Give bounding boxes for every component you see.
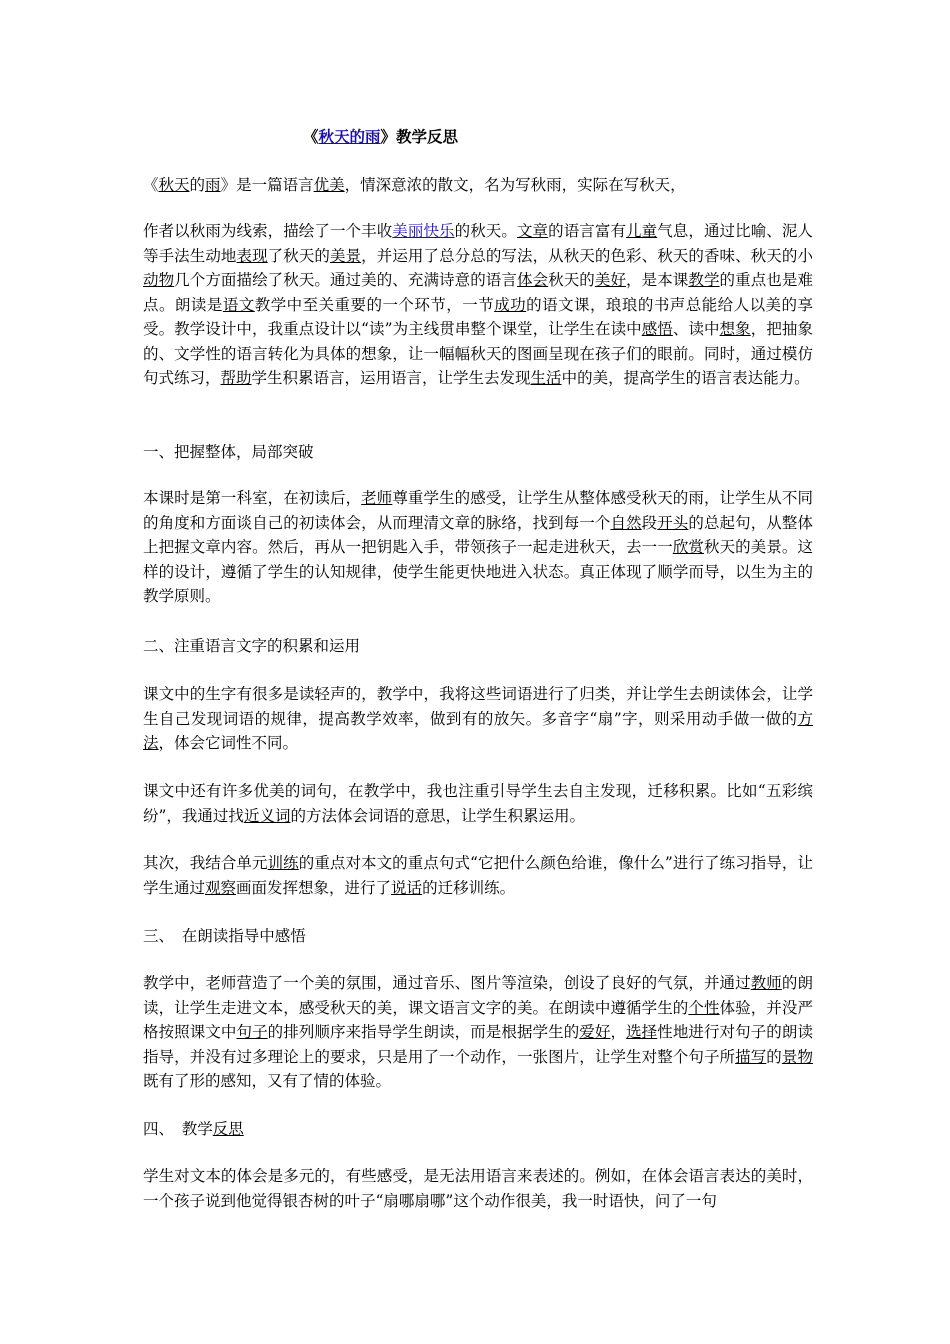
link-meili-kuaile[interactable]: 美丽快乐 [392, 222, 455, 240]
link-fansi[interactable]: 反思 [212, 1120, 244, 1138]
link-jinyici[interactable]: 近义词 [243, 806, 291, 825]
link-juzi[interactable]: 句子 [236, 1023, 268, 1041]
title-open: 《 [303, 128, 319, 146]
link-kaitou[interactable]: 开头 [657, 513, 689, 532]
link-guancha[interactable]: 观察 [205, 878, 237, 897]
section-heading-3: 三、 在朗读指导中感悟 [143, 927, 306, 945]
link-youmei[interactable]: 优美 [313, 176, 345, 194]
link-xiangxiang[interactable]: 想象 [719, 320, 751, 338]
paragraph-section-2b: 课文中还有许多优美的词句，在教学中，我也注重引导学生去自主发现，迁移积累。比如“五彩缤纷”，我通过找近义词的方法体会词语的意思，让学生积累运用。 [143, 782, 813, 825]
section-heading-1: 一、把握整体，局部突破 [143, 443, 314, 461]
link-bangzhu[interactable]: 帮助 [220, 369, 252, 387]
link-ganwu[interactable]: 感悟 [641, 320, 673, 338]
link-jiaoxue[interactable]: 教学 [688, 271, 720, 289]
link-xunlian[interactable]: 训练 [267, 854, 299, 872]
link-ziran[interactable]: 自然 [610, 513, 642, 532]
title-link[interactable]: 秋天的雨 [318, 128, 381, 146]
link-wenzhang[interactable]: 文章 [516, 222, 549, 240]
paragraph-section-4: 学生对文本的体会是多元的，有些感受，是无法用语言来表述的。例如，在体会语言表达的美时，一个孩子说到他觉得银杏树的叶子“扇哪扇哪”这个动作很美，我一时语快，问了一句 [143, 1167, 813, 1210]
link-shenghuo[interactable]: 生活 [530, 369, 562, 387]
link-tihui[interactable]: 体会 [516, 271, 549, 289]
link-yu[interactable]: 雨 [205, 176, 221, 194]
link-yuwen[interactable]: 语文 [222, 295, 255, 314]
link-xuanze[interactable]: 选择 [626, 1023, 658, 1041]
document-title [143, 125, 813, 149]
section-heading-4: 四、 教学反思 [143, 1120, 244, 1138]
link-laoshi[interactable]: 老师 [361, 489, 393, 507]
link-meihao[interactable]: 美好 [594, 271, 627, 289]
link-miaoxie[interactable]: 描写 [735, 1047, 767, 1066]
link-ertong[interactable]: 儿童 [626, 222, 658, 240]
section-heading-2: 二、注重语言文字的积累和运用 [143, 637, 361, 655]
paragraph-section-2c: 其次，我结合单元训练的重点对本文的重点句式“它把什么颜色给谁，像什么”进行了练习指导，让学生通过观察画面发挥想象，进行了说话的迁移训练。 [143, 854, 813, 897]
link-chenggong[interactable]: 成功 [494, 295, 527, 314]
title-close: 》教学反思 [380, 128, 459, 146]
link-meijing[interactable]: 美景 [330, 246, 362, 265]
link-shuohua[interactable]: 说话 [391, 878, 423, 897]
paragraph-intro: 《秋天的雨》是一篇语言优美，情深意浓的散文，名为写秋雨，实际在写秋天， [143, 176, 686, 194]
link-jingwu[interactable]: 景物 [781, 1047, 813, 1066]
paragraph-section-1: 本课时是第一科室，在初读后，老师尊重学生的感受，让学生从整体感受秋天的雨，让学生从不同的角度和方面谈自己的初读体会，从而理清文章的脉络，找到每一个自然段开头的总起句，从整体上把握文章内容。然后，再从一把钥匙入手，带领孩子一起走进秋天，去一一欣赏秋天的美景。这样的设计，遵循了学生的认知规律，使学生能更快地进入状态。真正体现了顺学而导，以生为主的教学原则。 [143, 489, 813, 605]
link-biaoxian[interactable]: 表现 [236, 246, 268, 265]
link-xinshang[interactable]: 欣赏 [672, 538, 704, 556]
link-gexing[interactable]: 个性 [688, 998, 720, 1017]
link-qiutian[interactable]: 秋天 [158, 176, 190, 194]
link-dongwu[interactable]: 动物 [143, 271, 175, 289]
link-aihao[interactable]: 爱好 [579, 1023, 611, 1041]
paragraph-section-3: 教学中，老师营造了一个美的氛围，通过音乐、图片等渲染，创设了良好的气氛，并通过教师的朗读，让学生走进文本，感受秋天的美，课文语言文字的美。在朗读中遵循学生的个性体验，并没严格按照课文中句子的排列顺序来指导学生朗读，而是根据学生的爱好，选择性地进行对句子的朗读指导，并没有过多理论上的要求，只是用了一个动作，一张图片，让学生对整个句子所描写的景物既有了形的感知，又有了情的体验。 [143, 974, 813, 1090]
paragraph-description: 作者以秋雨为线索，描绘了一个丰收美丽快乐的秋天。文章的语言富有儿童气息，通过比喻、泥人等手法生动地表现了秋天的美景，并运用了总分总的写法，从秋天的色彩、秋天的香味、秋天的小动物几个方面描绘了秋天。通过美的、充满诗意的语言体会秋天的美好，是本课教学的重点也是难点。朗读是语文教学中至关重要的一个环节，一节成功的语文课，琅琅的书声总能给人以美的享受。教学设计中，我重点设计以“读”为主线贯串整个课堂，让学生在读中感悟、读中想象，把抽象的、文学性的语言转化为具体的想象，让一幅幅秋天的图画呈现在孩子们的眼前。同时，通过模仿句式练习，帮助学生积累语言，运用语言，让学生去发现生活中的美，提高学生的语言表达能力。 [143, 222, 813, 387]
link-jiaoshi[interactable]: 教师 [750, 974, 782, 992]
paragraph-section-2a: 课文中的生字有很多是读轻声的，教学中，我将这些词语进行了归类，并让学生去朗读体会，让学生自己发现词语的规律，提高教学效率，做到有的放矢。多音字“扇”字，则采用动手做一做的方法，体会它词性不同。 [143, 685, 813, 752]
link-fangfa[interactable]: 方法 [143, 709, 813, 752]
